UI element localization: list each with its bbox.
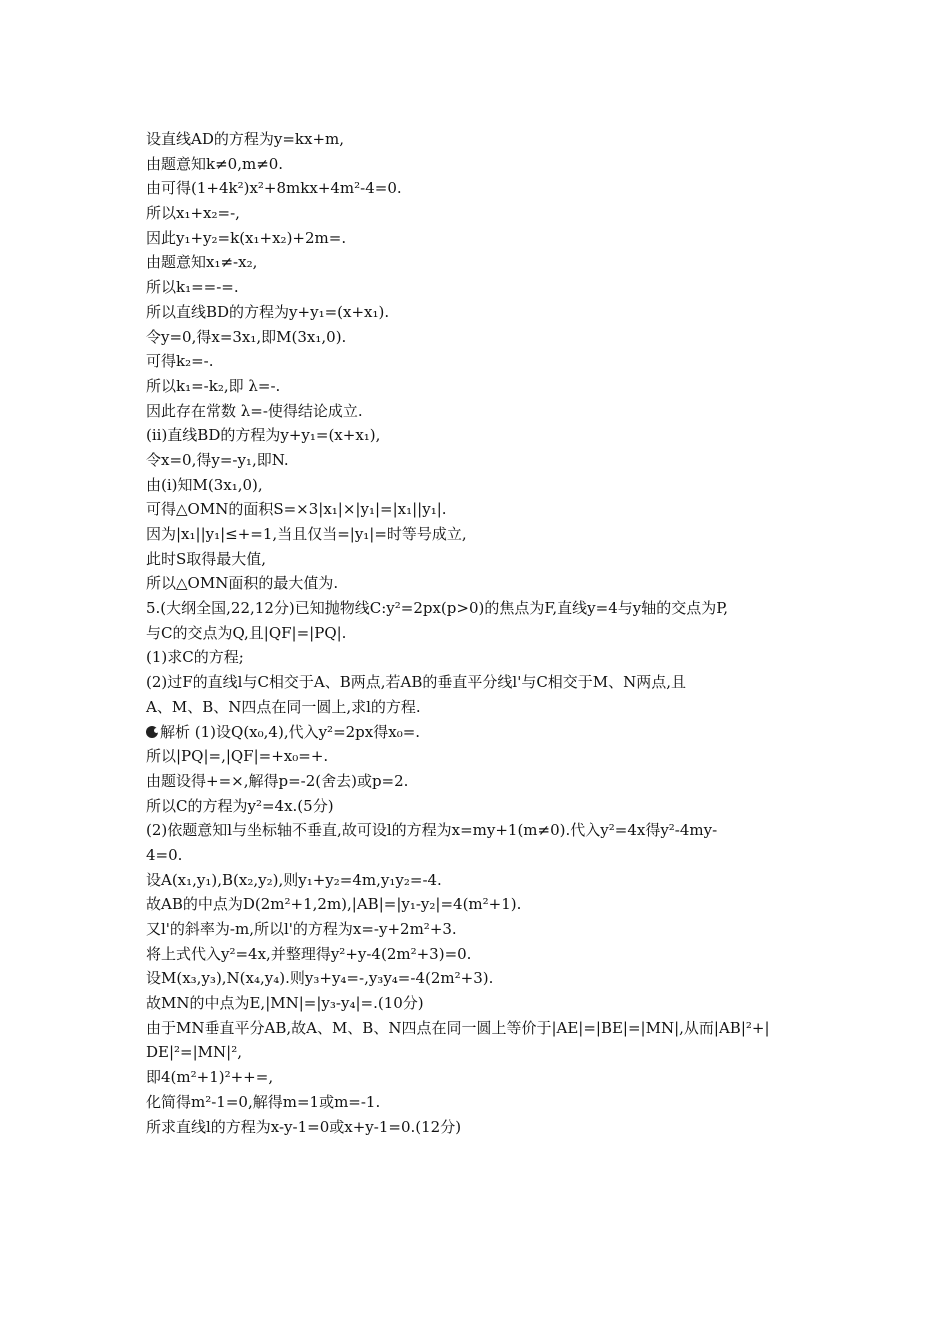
text-line: 令x=0,得y=-y₁,即N. bbox=[146, 450, 289, 469]
text-line: 所以|PQ|=,|QF|=+x₀=+. bbox=[146, 747, 329, 766]
text-line: 由题意知x₁≠-x₂, bbox=[146, 253, 258, 272]
text-line: 5.(大纲全国,22,12分)已知抛物线C:y²=2px(p>0)的焦点为F,直线y=4与y轴的交点为P, bbox=[146, 599, 729, 618]
text-line: 所以k₁=-k₂,即 λ=-. bbox=[146, 376, 281, 395]
analysis-line bbox=[146, 720, 816, 745]
analysis-icon bbox=[146, 726, 158, 738]
text-line: DE|²=|MN|², bbox=[146, 1043, 242, 1062]
text-line: 与C的交点为Q,且|QF|=|PQ|. bbox=[146, 623, 347, 642]
text-line: 所以△OMN面积的最大值为. bbox=[146, 574, 339, 593]
text-line: 由(i)知M(3x₁,0), bbox=[146, 475, 263, 494]
text-line: 所求直线l的方程为x-y-1=0或x+y-1=0.(12分) bbox=[146, 1117, 462, 1136]
text-line: 此时S取得最大值, bbox=[146, 549, 267, 568]
analysis-label: 解析 bbox=[160, 722, 191, 741]
text-line: (ii)直线BD的方程为y+y₁=(x+x₁), bbox=[146, 426, 381, 445]
text-line: 故AB的中点为D(2m²+1,2m),|AB|=|y₁-y₂|=4(m²+1). bbox=[146, 895, 522, 914]
text-line: 由于MN垂直平分AB,故A、M、B、N四点在同一圆上等价于|AE|=|BE|=|MN|,从而|AB|²+| bbox=[146, 1018, 770, 1037]
text-line: A、M、B、N四点在同一圆上,求l的方程. bbox=[146, 697, 421, 716]
text-line: 又l'的斜率为-m,所以l'的方程为x=-y+2m²+3. bbox=[146, 920, 457, 938]
solution-part-1 bbox=[146, 127, 816, 720]
text-line: 设M(x₃,y₃),N(x₄,y₄).则y₃+y₄=-,y₃y₄=-4(2m²+3). bbox=[146, 969, 494, 988]
text-line: (2)依题意知l与坐标轴不垂直,故可设l的方程为x=my+1(m≠0).代入y²=4x得y²-4my- bbox=[146, 821, 718, 840]
text-line: 所以k₁==-=. bbox=[146, 278, 239, 297]
text-line: 因此y₁+y₂=k(x₁+x₂)+2m=. bbox=[146, 228, 347, 247]
text-line: 设直线AD的方程为y=kx+m, bbox=[146, 130, 345, 148]
text-line: 令y=0,得x=3x₁,即M(3x₁,0). bbox=[146, 327, 347, 346]
analysis-text: (1)设Q(x₀,4),代入y²=2px得x₀=. bbox=[190, 722, 421, 741]
text-line: 即4(m²+1)²++=, bbox=[146, 1068, 274, 1087]
text-line: (1)求C的方程; bbox=[146, 648, 244, 667]
text-line: 因此存在常数 λ=-使得结论成立. bbox=[146, 401, 363, 420]
text-line: 4=0. bbox=[146, 845, 183, 864]
text-line: 由可得(1+4k²)x²+8mkx+4m²-4=0. bbox=[146, 179, 402, 198]
text-line: 因为|x₁||y₁|≤+=1,当且仅当=|y₁|=时等号成立, bbox=[146, 525, 467, 543]
text-line: 由题设得+=×,解得p=-2(舍去)或p=2. bbox=[146, 771, 409, 790]
text-line: 所以C的方程为y²=4x.(5分) bbox=[146, 796, 334, 815]
text-line: 所以x₁+x₂=-, bbox=[146, 204, 240, 223]
text-line: 化简得m²-1=0,解得m=1或m=-1. bbox=[146, 1092, 381, 1111]
document-body bbox=[146, 127, 816, 1139]
text-line: 由题意知k≠0,m≠0. bbox=[146, 154, 284, 173]
text-line: 可得△OMN的面积S=×3|x₁|×|y₁|=|x₁||y₁|. bbox=[146, 500, 447, 519]
text-line: 设A(x₁,y₁),B(x₂,y₂),则y₁+y₂=4m,y₁y₂=-4. bbox=[146, 870, 442, 889]
solution-part-2 bbox=[146, 744, 816, 1139]
text-line: 故MN的中点为E,|MN|=|y₃-y₄|=.(10分) bbox=[146, 994, 424, 1013]
text-line: 可得k₂=-. bbox=[146, 352, 214, 371]
text-line: (2)过F的直线l与C相交于A、B两点,若AB的垂直平分线l'与C相交于M、N两点,且 bbox=[146, 673, 687, 692]
text-line: 所以直线BD的方程为y+y₁=(x+x₁). bbox=[146, 302, 390, 321]
text-line: 将上式代入y²=4x,并整理得y²+y-4(2m²+3)=0. bbox=[146, 944, 472, 963]
